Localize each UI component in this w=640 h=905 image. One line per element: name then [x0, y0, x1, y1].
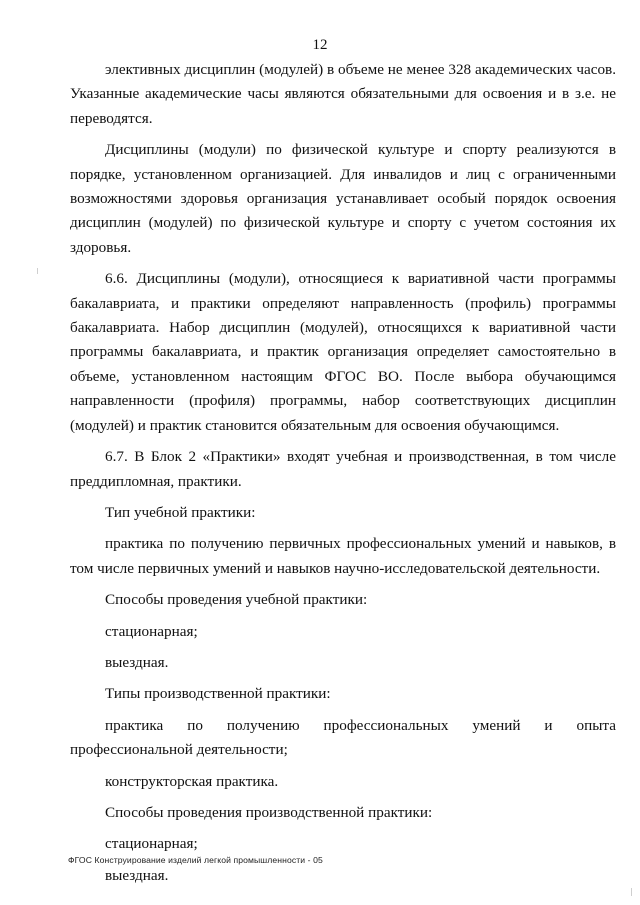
paragraph-design-practice: конструкторская практика.: [105, 772, 279, 790]
document-body: [70, 58, 616, 888]
paragraph-6-6: 6.6. Дисциплины (модули), относящиеся к вариативной части программы бакалавриата, и практики определяют направленность (профиль) программы бакалавриата. Набор дисциплин (модулей), относящихся к вариативной части программы бакалавриата, и практик организация определяет самостоятельно в объеме, установленном настоящим ФГОС ВО. После выбора обучающимся направленности (профиля) программы, набор соответствующих дисциплин (модулей) и практик становится обязательным для освоения обучающимся.: [70, 270, 616, 434]
paragraph-stationary-2: стационарная;: [105, 835, 198, 853]
paragraph-educational-practice-type: практика по получению первичных профессиональных умений и навыков, в том числе первичных умений и навыков научно-исследовательской деятельности.: [70, 535, 616, 577]
footer-text: ФГОС Конструирование изделий легкой промышленности - 05: [68, 855, 323, 865]
paragraph-6-7: 6.7. В Блок 2 «Практики» входят учебная и производственная, в том числе преддипломная, практики.: [70, 448, 616, 490]
page-number: 12: [312, 37, 328, 53]
paragraph-educational-methods-heading: Способы проведения учебной практики:: [105, 591, 368, 609]
paragraph-field-1: выездная.: [105, 653, 169, 671]
paragraph-elective-hours: элективных дисциплин (модулей) в объеме не менее 328 академических часов. Указанные академические часы являются обязательными для освоения и в з.е. не переводятся.: [70, 61, 616, 127]
paragraph-stationary-1: стационарная;: [105, 622, 198, 640]
paragraph-educational-practice-type-heading: Тип учебной практики:: [105, 503, 256, 521]
paragraph-field-2: выездная.: [105, 866, 169, 884]
left-edge-mark: [37, 268, 38, 274]
paragraph-production-types-heading: Типы производственной практики:: [105, 685, 331, 703]
paragraph-production-methods-heading: Способы проведения производственной практики:: [105, 803, 433, 821]
paragraph-professional-practice: практика по получению профессиональных умений и опыта профессиональной деятельности;: [70, 716, 616, 759]
bottom-right-scan-mark: [631, 888, 632, 896]
paragraph-physical-culture: Дисциплины (модули) по физической культуре и спорту реализуются в порядке, установленном организацией. Для инвалидов и лиц с ограниченными возможностями здоровья организация устанавливает особый порядок освоения дисциплин (модулей) по физической культуре и спорту с учетом состояния их здоровья.: [70, 141, 616, 256]
